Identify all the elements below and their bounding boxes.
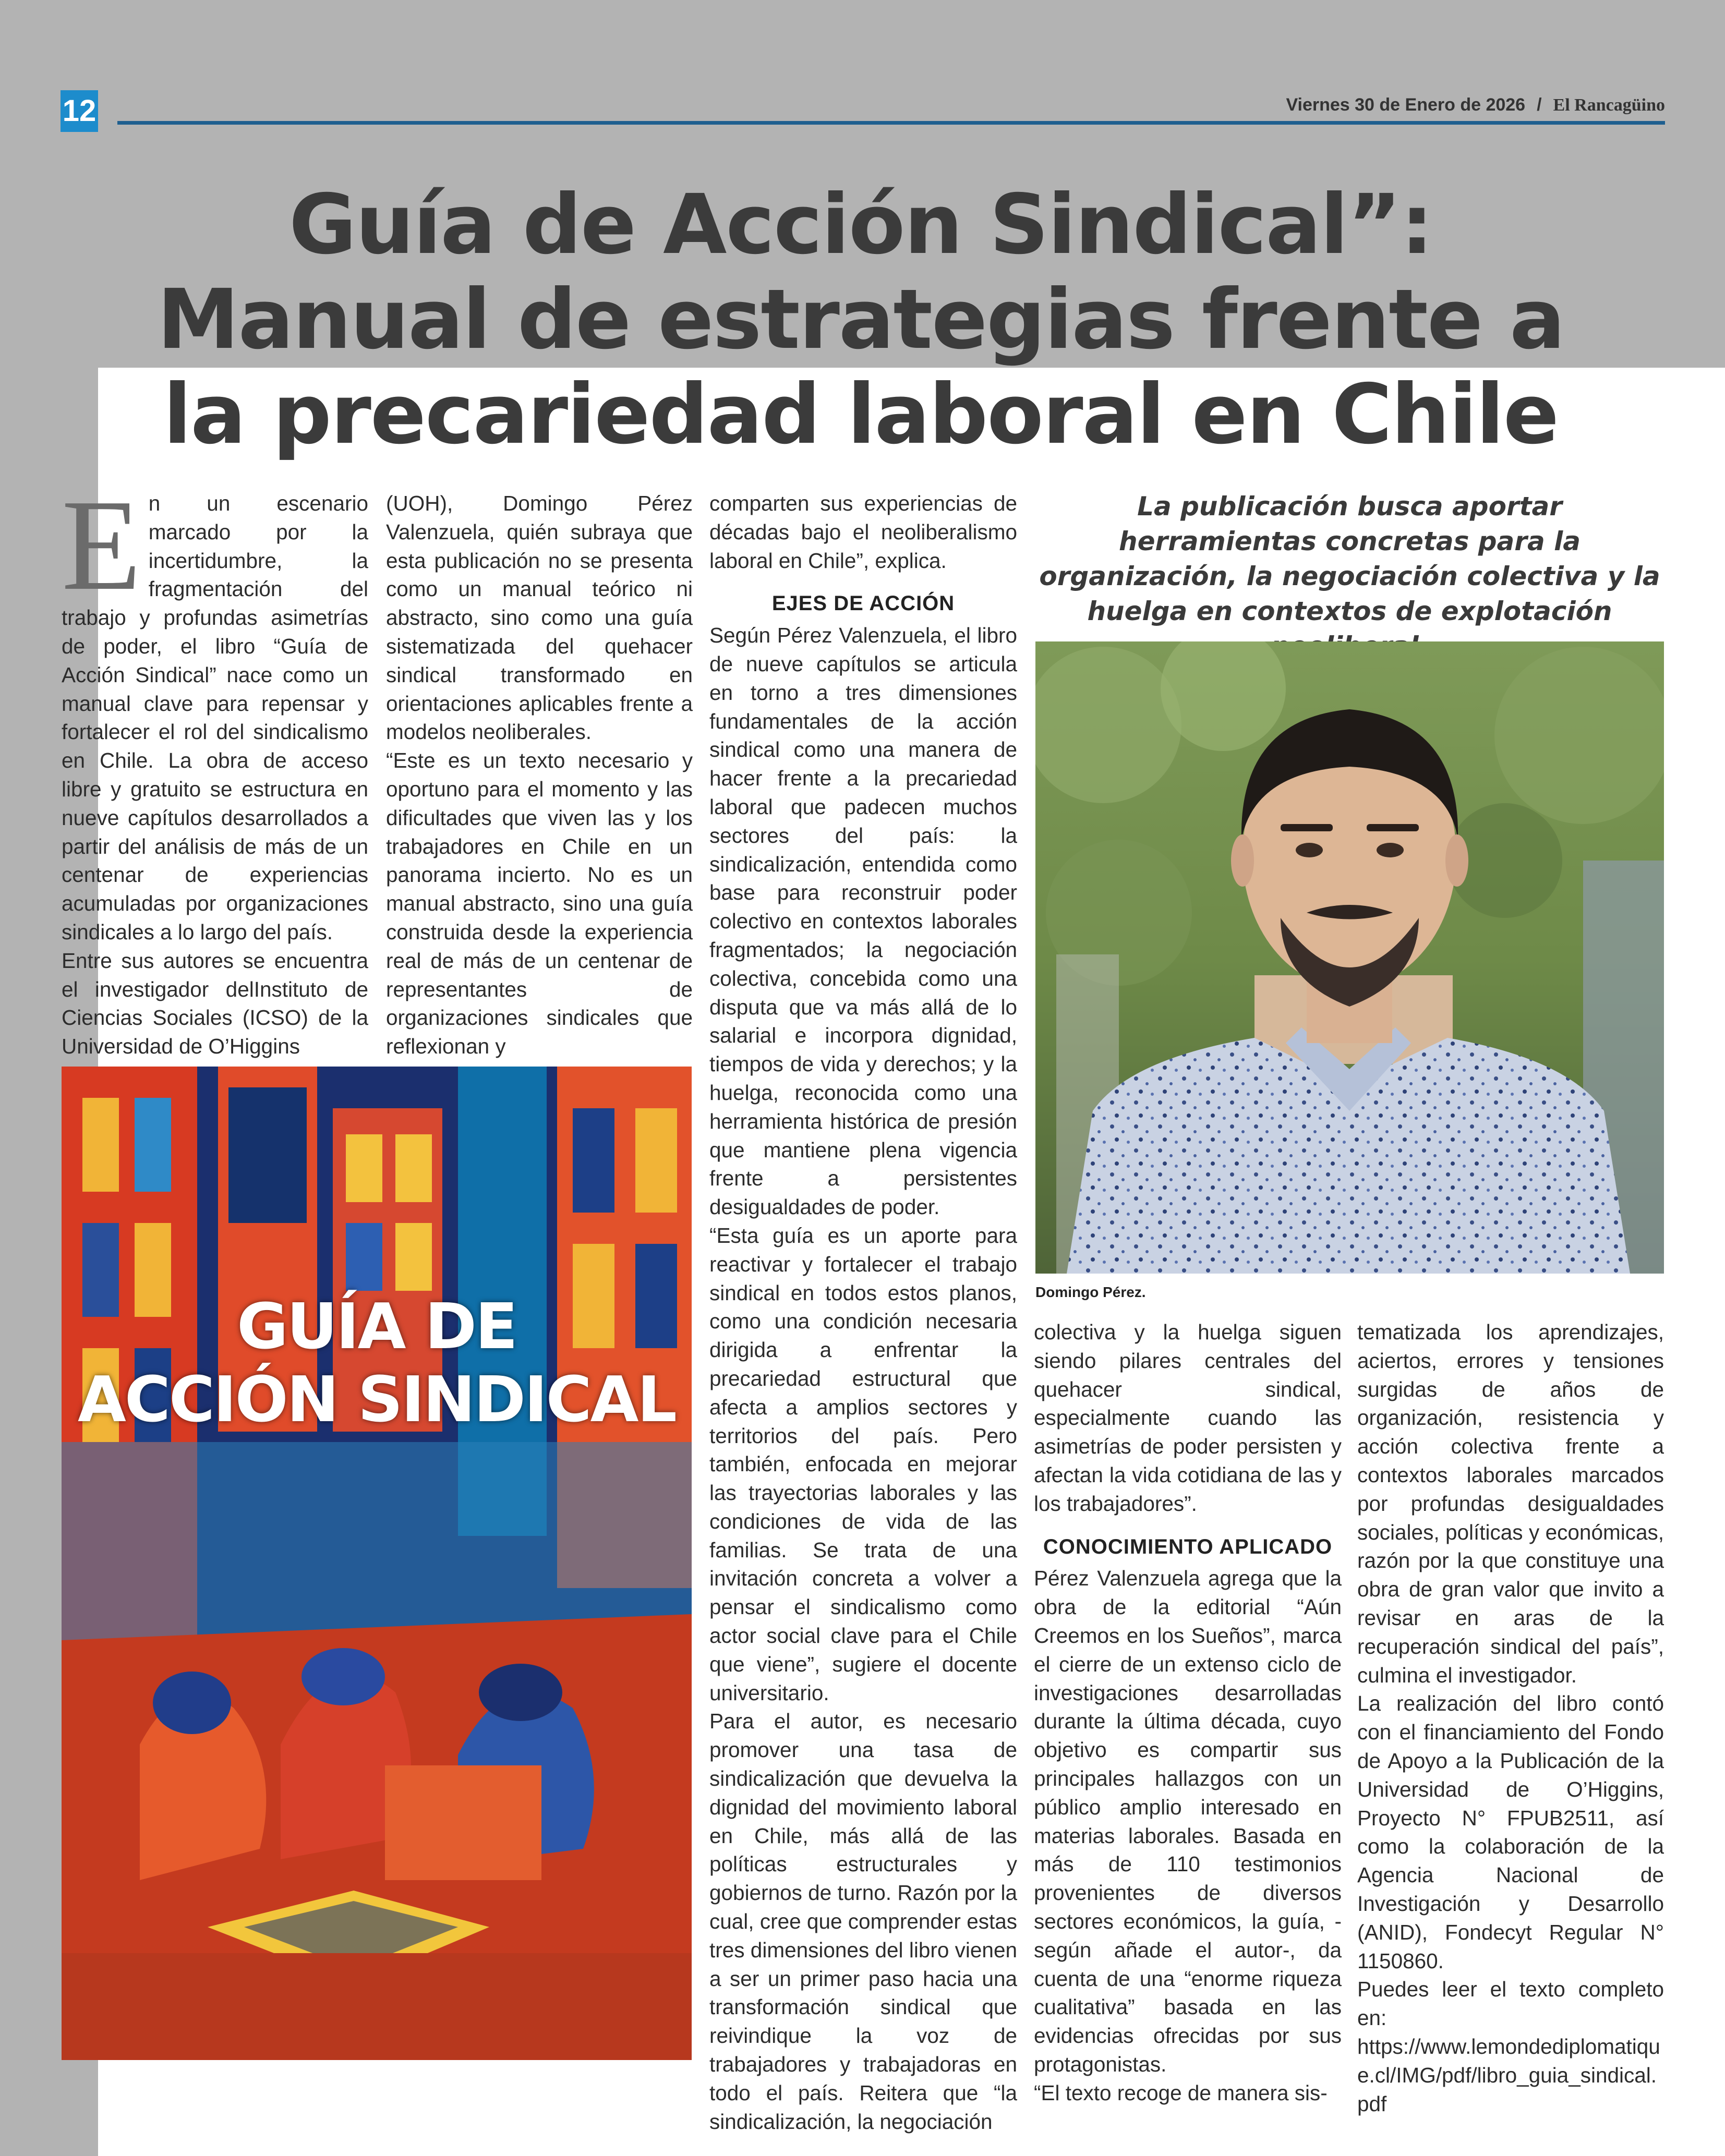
drop-cap: E xyxy=(62,473,141,617)
issue-date: Viernes 30 de Enero de 2026 xyxy=(1286,95,1526,115)
book-cover-title-line-2: ACCIÓN SINDICAL xyxy=(77,1364,676,1436)
book-cover-title-line-1: GUÍA DE xyxy=(237,1291,516,1363)
article-headline: Guía de Acción Sindical”: Manual de estrategias frente a la precariedad laboral en Chile xyxy=(157,177,1564,463)
paragraph: Puedes leer el texto completo en: xyxy=(1357,1977,1664,2030)
photo-caption: Domingo Pérez. xyxy=(1035,1284,1146,1300)
paragraph: colectiva y la huelga siguen siendo pilares centrales del quehacer sindical, especialmente cuando las asimetrías de poder persisten y afectan la vida cotidiana de las y los trabajadores”. xyxy=(1034,1320,1342,1516)
article-column-3 xyxy=(709,489,1017,2136)
paragraph xyxy=(62,473,368,947)
book-cover-artwork xyxy=(62,1067,692,2060)
author-photo xyxy=(1035,641,1664,1274)
paragraph: tematizada los aprendizajes, aciertos, errores y tensiones surgidas de años de organización, resistencia y acción colectiva frente a contextos laborales marcados por profundas desigualdades sociales, políticas y económicas, razón por la que constituye una obra de gran valor que invito a revisar en aras de la recuperación sindical del país”, culmina el investigador. xyxy=(1357,1320,1664,1687)
paragraph-text: n un escenario marcado por la incertidumbre, la fragmentación del trabajo y profundas asimetrías de poder, el libro “Guía de Acción Sindical” nace como un manual clave para repensar y fortalecer el rol del sindicalismo en Chile. La obra de acceso libre y gratuito se estructura en nueve capítulos desarrollados a partir del análisis de más de un centenar de experiencias acumuladas por organizaciones sindicales a lo largo del país. xyxy=(62,491,368,944)
paragraph: comparten sus experiencias de décadas bajo el neoliberalismo laboral en Chile”, explica. xyxy=(709,491,1017,573)
page-number: 12 xyxy=(61,90,98,132)
header-separator: / xyxy=(1537,95,1542,115)
article-column-2 xyxy=(386,489,693,1061)
book-cover-image xyxy=(62,1067,692,2060)
paragraph: “Este es un texto necesario y oportuno para el momento y las dificultades que viven las y los trabajadores en Chile en un panorama incierto. No es un manual abstracto, sino una guía construida desde la experiencia real de más de un centenar de representantes de organizaciones sindicales que reflexionan y xyxy=(386,748,693,1059)
paragraph: “Esta guía es un aporte para reactivar y fortalecer el trabajo sindical en todos estos planos, como una condición necesaria dirigida a enfrentar la precariedad estructural que afecta a amplios sectores y territorios del país. Pero también, enfocada en mejorar las trayectorias laborales y las condiciones de vida de las familias. Se trata de una invitación concreta a volver a pensar el sindicalismo como actor social clave para el Chile que viene”, sugiere el docente universitario. xyxy=(709,1223,1017,1705)
subheading-conocimiento-aplicado: CONOCIMIENTO APLICADO xyxy=(1043,1535,1333,1558)
paragraph: Según Pérez Valenzuela, el libro de nueve capítulos se articula en torno a tres dimensiones fundamentales de la acción sindical como una manera de hacer frente a la precariedad laboral que padecen muchos sectores del país: la sindicalización, entendida como base para reconstruir poder colectivo en contextos laborales fragmentados; la negociación colectiva, concebida como una disputa que va más allá de lo salarial e incorpora dignidad, tiempos de vida y derechos; y la huelga, reconocida como una herramienta histórica de presión que mantiene plena vigencia frente a persistentes desigualdades de poder. xyxy=(709,623,1017,1219)
paragraph: (UOH), Domingo Pérez Valenzuela, quién subraya que esta publicación no se presenta como un manual teórico ni abstracto, sino como una guía sistematizada del quehacer sindical transformado en orientaciones aplicables frente a modelos neoliberales. xyxy=(386,491,693,744)
pull-quote: La publicación busca aportar herramientas concretas para la organización, la negociación colectiva y la huelga en contextos de explotación xyxy=(1039,491,1660,626)
pdf-link[interactable]: https://www.lemondediplomatique.cl/IMG/pdf/libro_guia_sindical.pdf xyxy=(1357,2034,1660,2116)
paragraph: Para el autor, es necesario promover una tasa de sindicalización que devuelva la dignidad del movimiento laboral en Chile, más allá de las políticas estructurales y gobiernos de turno. Razón por la cual, cree que comprender estas tres dimensiones del libro vienen a ser un primer paso hacia una transformación sindical que reivindique la voz de trabajadores y trabajadoras en todo el país. Reitera que “la sindicalización, la negociación xyxy=(709,1709,1017,2134)
header-rule xyxy=(117,121,1665,125)
paragraph: Pérez Valenzuela agrega que la obra de la editorial “Aún Creemos en los Sueños”, marca el cierre de un extenso ciclo de investigaciones desarrolladas durante la última década, cuyo objetivo es compartir sus principales hallazgos con un público amplio interesado en materias laborales. Basada en más de 110 testimonios provenientes de diversos sectores económicos, la guía, -según añade el autor-, da cuenta de una “enorme riqueza cualitativa” basada en las evidencias ofrecidas por sus protagonistas. xyxy=(1034,1566,1342,2076)
book-cover-title xyxy=(62,1291,692,1437)
newspaper-name: El Rancagüino xyxy=(1553,95,1665,115)
paragraph: “El texto recoge de manera sis- xyxy=(1034,2080,1328,2105)
header-info xyxy=(1286,95,1665,115)
paragraph: Entre sus autores se encuentra el investigador delInstituto de Ciencias Sociales (ICSO) de la Universidad de O’Higgins xyxy=(62,948,368,1059)
author-portrait-illustration xyxy=(1035,641,1664,1274)
paragraph: La realización del libro contó con el financiamiento del Fondo de Apoyo a la Publicación de la Universidad de O’Higgins, Proyecto N° FPUB2511, así como la colaboración de la Agencia Nacional de Investigación y Desarrollo (ANID), Fondecyt Regular N° 1150860. xyxy=(1357,1691,1664,1973)
article-column-1 xyxy=(62,473,368,1061)
subheading-ejes-de-accion: EJES DE ACCIÓN xyxy=(771,592,955,615)
article-column-4 xyxy=(1034,1318,1342,2107)
article-column-5 xyxy=(1357,1318,1664,2118)
